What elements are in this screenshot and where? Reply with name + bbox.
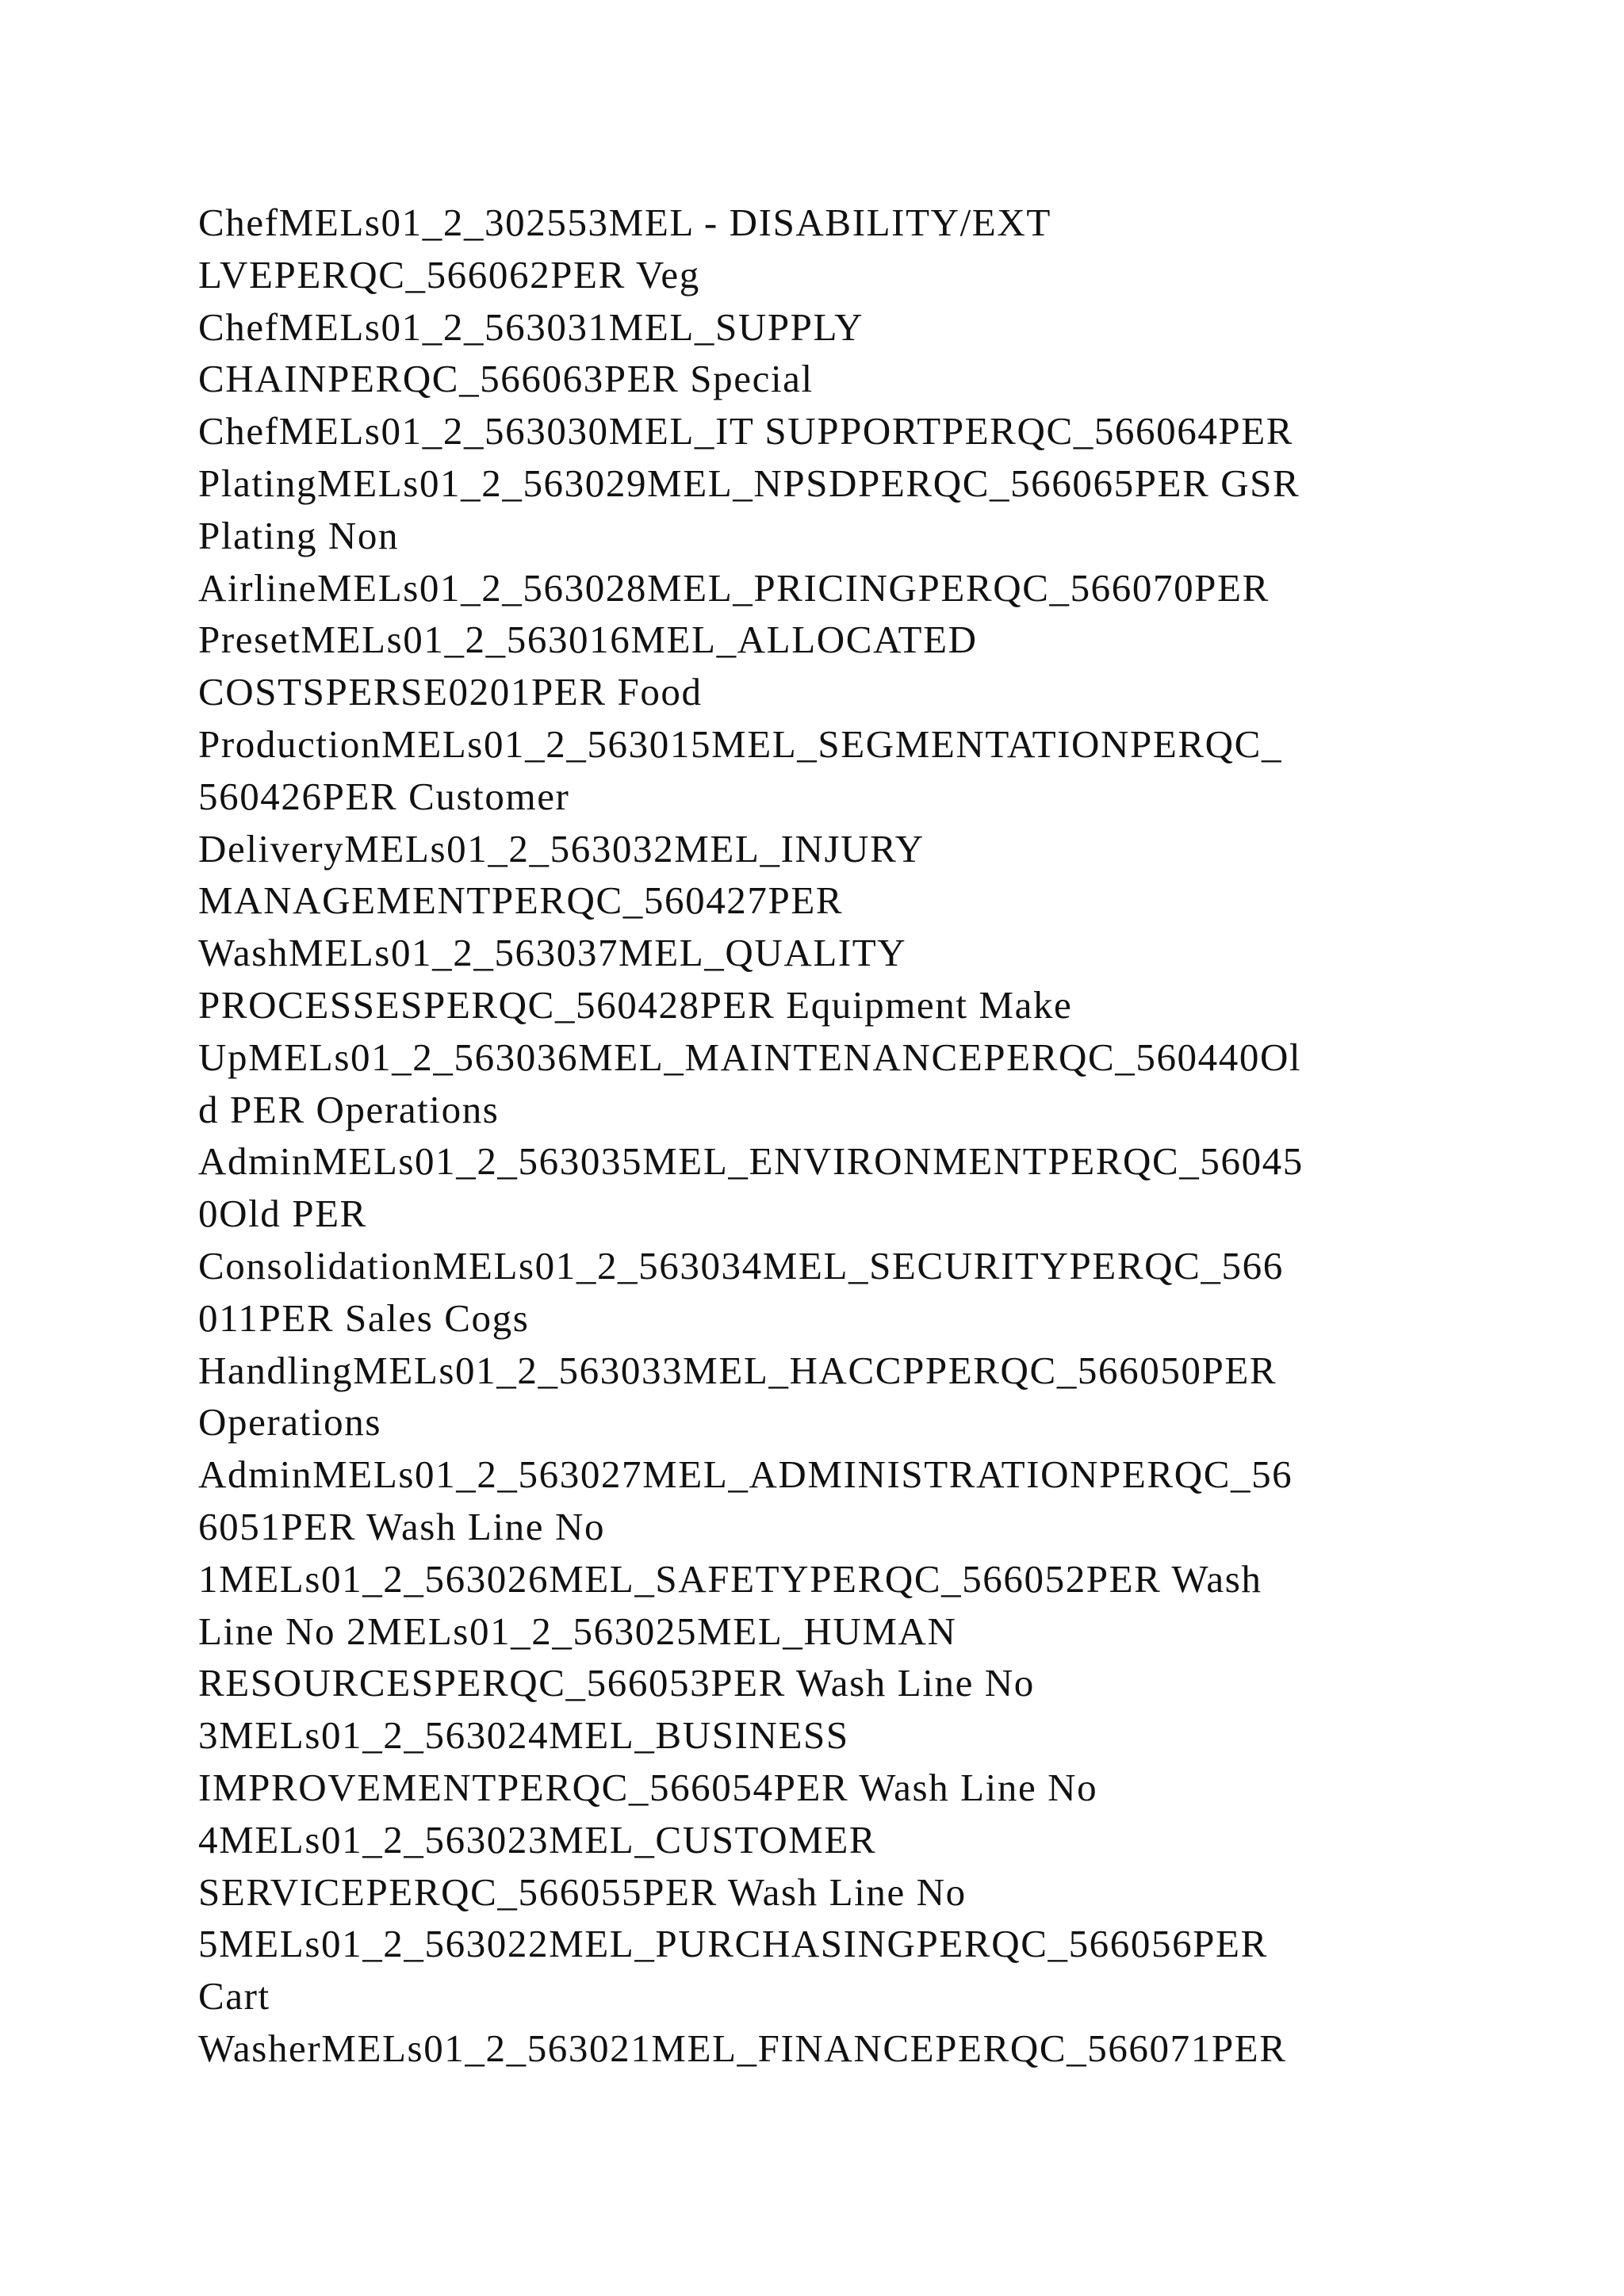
text-line: AdminMELs01_2_563035MEL_ENVIRONMENTPERQC_56045 <box>198 1139 1304 1184</box>
text-line: 011PER Sales Cogs <box>198 1295 530 1340</box>
text-line: HandlingMELs01_2_563033MEL_HACCPPERQC_566050PER <box>198 1348 1277 1392</box>
text-line: UpMELs01_2_563036MEL_MAINTENANCEPERQC_560440Ol <box>198 1035 1302 1079</box>
text-line: SERVICEPERQC_566055PER Wash Line No <box>198 1869 967 1914</box>
text-line: ChefMELs01_2_302553MEL - DISABILITY/EXT <box>198 201 1051 244</box>
text-line: RESOURCESPERQC_566053PER Wash Line No <box>198 1661 1035 1705</box>
text-line: ChefMELs01_2_563031MEL_SUPPLY <box>198 304 864 349</box>
text-line: Operations <box>198 1400 381 1445</box>
text-line: 0Old PER <box>198 1192 367 1236</box>
text-line: WasherMELs01_2_563021MEL_FINANCEPERQC_566071PER <box>198 2026 1287 2070</box>
text-line: WashMELs01_2_563037MEL_QUALITY <box>198 931 907 975</box>
text-line: CHAINPERQC_566063PER Special <box>198 357 814 401</box>
text-line: d PER Operations <box>198 1087 500 1131</box>
body-text <box>198 197 1467 2075</box>
text-line: 6051PER Wash Line No <box>198 1504 606 1548</box>
text-line: AirlineMELs01_2_563028MEL_PRICINGPERQC_566070PER <box>198 565 1270 610</box>
text-line: PlatingMELs01_2_563029MEL_NPSDPERQC_566065PER GSR <box>198 461 1300 505</box>
text-line: AdminMELs01_2_563027MEL_ADMINISTRATIONPERQC_56 <box>198 1452 1293 1497</box>
text-line: Cart <box>198 1974 270 2019</box>
text-line: IMPROVEMENTPERQC_566054PER Wash Line No <box>198 1765 1098 1809</box>
text-line: Line No 2MELs01_2_563025MEL_HUMAN <box>198 1609 957 1653</box>
text-line: ChefMELs01_2_563030MEL_IT SUPPORTPERQC_566064PER <box>198 409 1294 453</box>
text-line: 3MELs01_2_563024MEL_BUSINESS <box>198 1713 849 1758</box>
text-line: ConsolidationMELs01_2_563034MEL_SECURITYPERQC_566 <box>198 1243 1284 1288</box>
text-line: LVEPERQC_566062PER Veg <box>198 252 700 297</box>
text-line: 4MELs01_2_563023MEL_CUSTOMER <box>198 1817 877 1862</box>
text-line: 5MELs01_2_563022MEL_PURCHASINGPERQC_566056PER <box>198 1922 1268 1966</box>
text-line: ProductionMELs01_2_563015MEL_SEGMENTATIONPERQC_ <box>198 721 1283 766</box>
text-line: DeliveryMELs01_2_563032MEL_INJURY <box>198 826 925 871</box>
text-line: MANAGEMENTPERQC_560427PER <box>198 878 844 923</box>
text-line: 560426PER Customer <box>198 774 570 818</box>
text-line: PresetMELs01_2_563016MEL_ALLOCATED <box>198 618 978 662</box>
text-line: Plating Non <box>198 513 400 557</box>
text-line: COSTSPERSE0201PER Food <box>198 670 703 714</box>
text-line: 1MELs01_2_563026MEL_SAFETYPERQC_566052PER Wash <box>198 1556 1262 1601</box>
text-line: PROCESSESPERQC_560428PER Equipment Make <box>198 982 1073 1027</box>
